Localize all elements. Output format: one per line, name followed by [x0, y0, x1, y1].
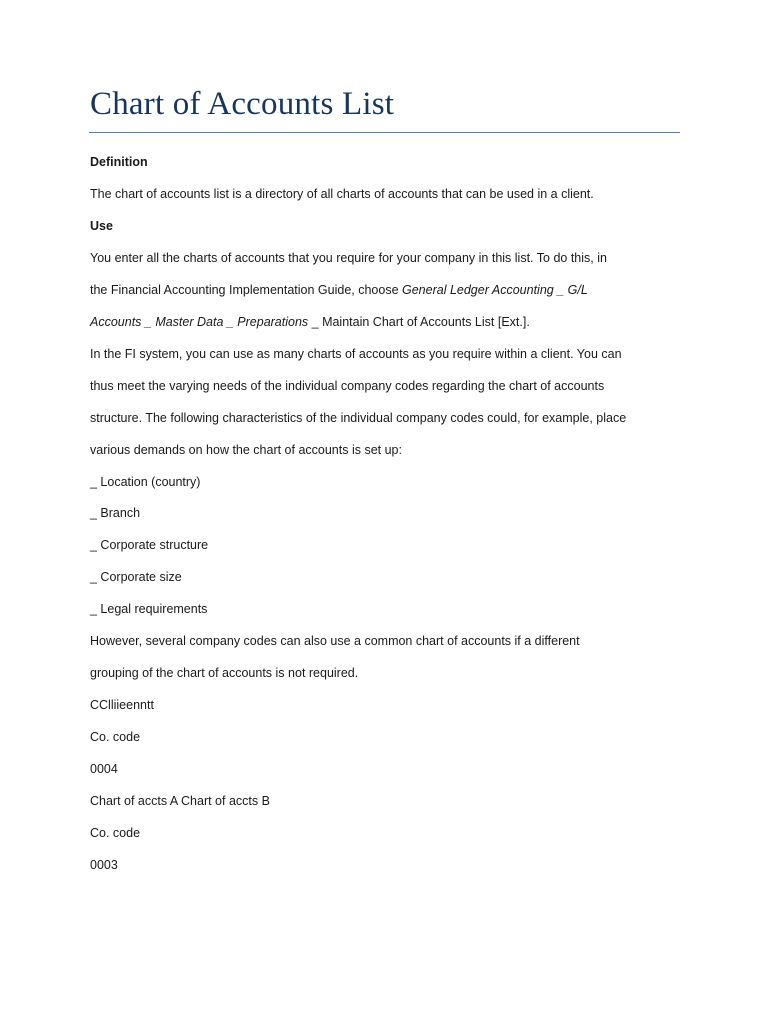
menu-path-italic-1: General Ledger Accounting _ G/L [402, 283, 588, 297]
title-underline [89, 132, 680, 133]
figure-label-charts: Chart of accts A Chart of accts B [90, 794, 270, 808]
list-item-branch: _ Branch [90, 506, 141, 520]
however-paragraph-line-2: grouping of the chart of accounts is not required. [90, 666, 359, 680]
use-paragraph-line-1: You enter all the charts of accounts that you require for your company in this list. To do this, in [90, 251, 607, 265]
figure-label-co-code: Co. code [90, 730, 141, 744]
use-paragraph-line-3 [90, 314, 530, 330]
use-heading: Use [90, 219, 113, 233]
figure-label-co-code-2: Co. code [90, 826, 141, 840]
list-item-location: _ Location (country) [90, 475, 201, 489]
definition-text: The chart of accounts list is a directory of all charts of accounts that can be used in a client. [90, 187, 594, 201]
figure-label-client: CClliieenntt [90, 698, 154, 712]
use-line-3-plain: _ Maintain Chart of Accounts List [Ext.]. [308, 315, 530, 329]
list-item-legal-requirements: _ Legal requirements [90, 602, 208, 616]
fi-paragraph-line-4: various demands on how the chart of accounts is set up: [90, 443, 402, 457]
list-item-corporate-structure: _ Corporate structure [90, 538, 209, 552]
menu-path-italic-2: Accounts _ Master Data _ Preparations [90, 315, 309, 329]
use-line-2-plain: the Financial Accounting Implementation Guide, choose [90, 283, 402, 297]
figure-label-0003: 0003 [90, 858, 118, 872]
definition-heading: Definition [90, 155, 148, 169]
list-item-corporate-size: _ Corporate size [90, 570, 182, 584]
fi-paragraph-line-1: In the FI system, you can use as many charts of accounts as you require within a client. You can [90, 347, 622, 361]
figure-label-0004: 0004 [90, 762, 118, 776]
however-paragraph-line-1: However, several company codes can also use a common chart of accounts if a different [90, 634, 580, 648]
use-paragraph-line-2 [90, 282, 588, 298]
fi-paragraph-line-2: thus meet the varying needs of the individual company codes regarding the chart of accounts [90, 379, 605, 393]
fi-paragraph-line-3: structure. The following characteristics of the individual company codes could, for example, place [90, 411, 627, 425]
document-title: Chart of Accounts List [90, 86, 395, 122]
